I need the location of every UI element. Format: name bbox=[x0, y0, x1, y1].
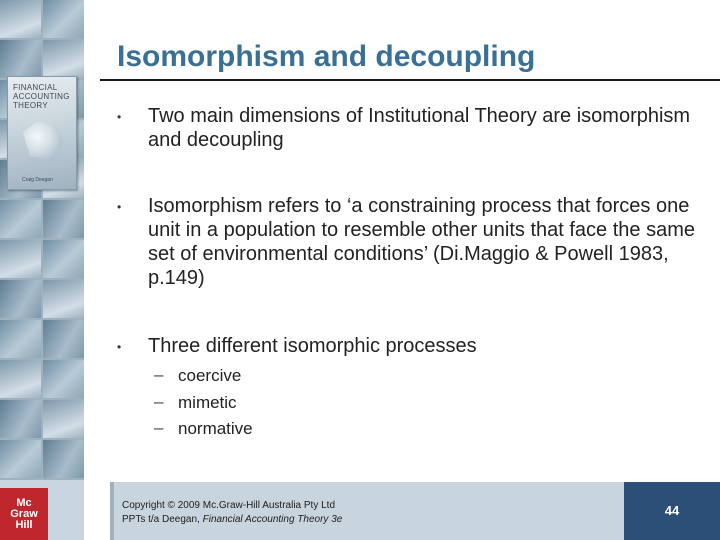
bullet-item bbox=[112, 194, 702, 290]
bullet-item bbox=[112, 334, 477, 358]
ppts-credit: PPTs t/a Deegan, Financial Accounting Theory 3e bbox=[122, 514, 343, 525]
bullet-item bbox=[112, 104, 702, 152]
bullet-marker: • bbox=[117, 340, 122, 354]
sub-bullet-marker: – bbox=[154, 418, 164, 437]
title-divider bbox=[100, 79, 720, 81]
sub-bullet-item bbox=[154, 418, 253, 445]
sub-bullet-list bbox=[154, 365, 253, 445]
book-cover-author: Craig Deegan bbox=[22, 177, 53, 183]
sidebar-mosaic bbox=[0, 0, 84, 480]
sub-bullet-marker: – bbox=[154, 365, 164, 384]
slide-title: Isomorphism and decoupling bbox=[117, 40, 536, 73]
footer-accent bbox=[110, 482, 114, 540]
sub-bullet-item bbox=[154, 365, 253, 392]
footer-copyright bbox=[122, 499, 342, 527]
book-cover-crystal-graphic bbox=[18, 119, 66, 163]
copyright-text: Copyright © 2009 Mc.Graw-Hill Australia Pty Ltd bbox=[122, 500, 336, 511]
sub-bullet-marker: – bbox=[154, 391, 164, 411]
mcgraw-hill-logo: Mc Graw Hill bbox=[0, 488, 48, 540]
bullet-text: Isomorphism refers to ‘a constraining process that forces one unit in a population to resemble other units that face the same set of environmental conditions’ (Di.Maggio & Powell 1983, p.149) bbox=[148, 195, 696, 289]
sub-bullet-text: coercive bbox=[178, 366, 242, 385]
bullet-text: Two main dimensions of Institutional Theory are isomorphism and decoupling bbox=[148, 105, 691, 151]
bullet-marker: • bbox=[117, 110, 122, 124]
sub-bullet-text: mimetic bbox=[178, 392, 237, 412]
bullet-marker: • bbox=[117, 200, 122, 214]
book-cover-image bbox=[7, 76, 77, 190]
bullet-text: Three different isomorphic processes bbox=[148, 335, 477, 357]
sub-bullet-item bbox=[154, 392, 253, 419]
sidebar-panel bbox=[0, 0, 84, 540]
book-cover-title: FINANCIAL ACCOUNTING THEORY bbox=[13, 83, 70, 110]
page-number: 44 bbox=[664, 503, 680, 518]
sub-bullet-text: normative bbox=[178, 419, 253, 438]
book-title-text: Financial Accounting Theory 3e bbox=[202, 514, 343, 525]
